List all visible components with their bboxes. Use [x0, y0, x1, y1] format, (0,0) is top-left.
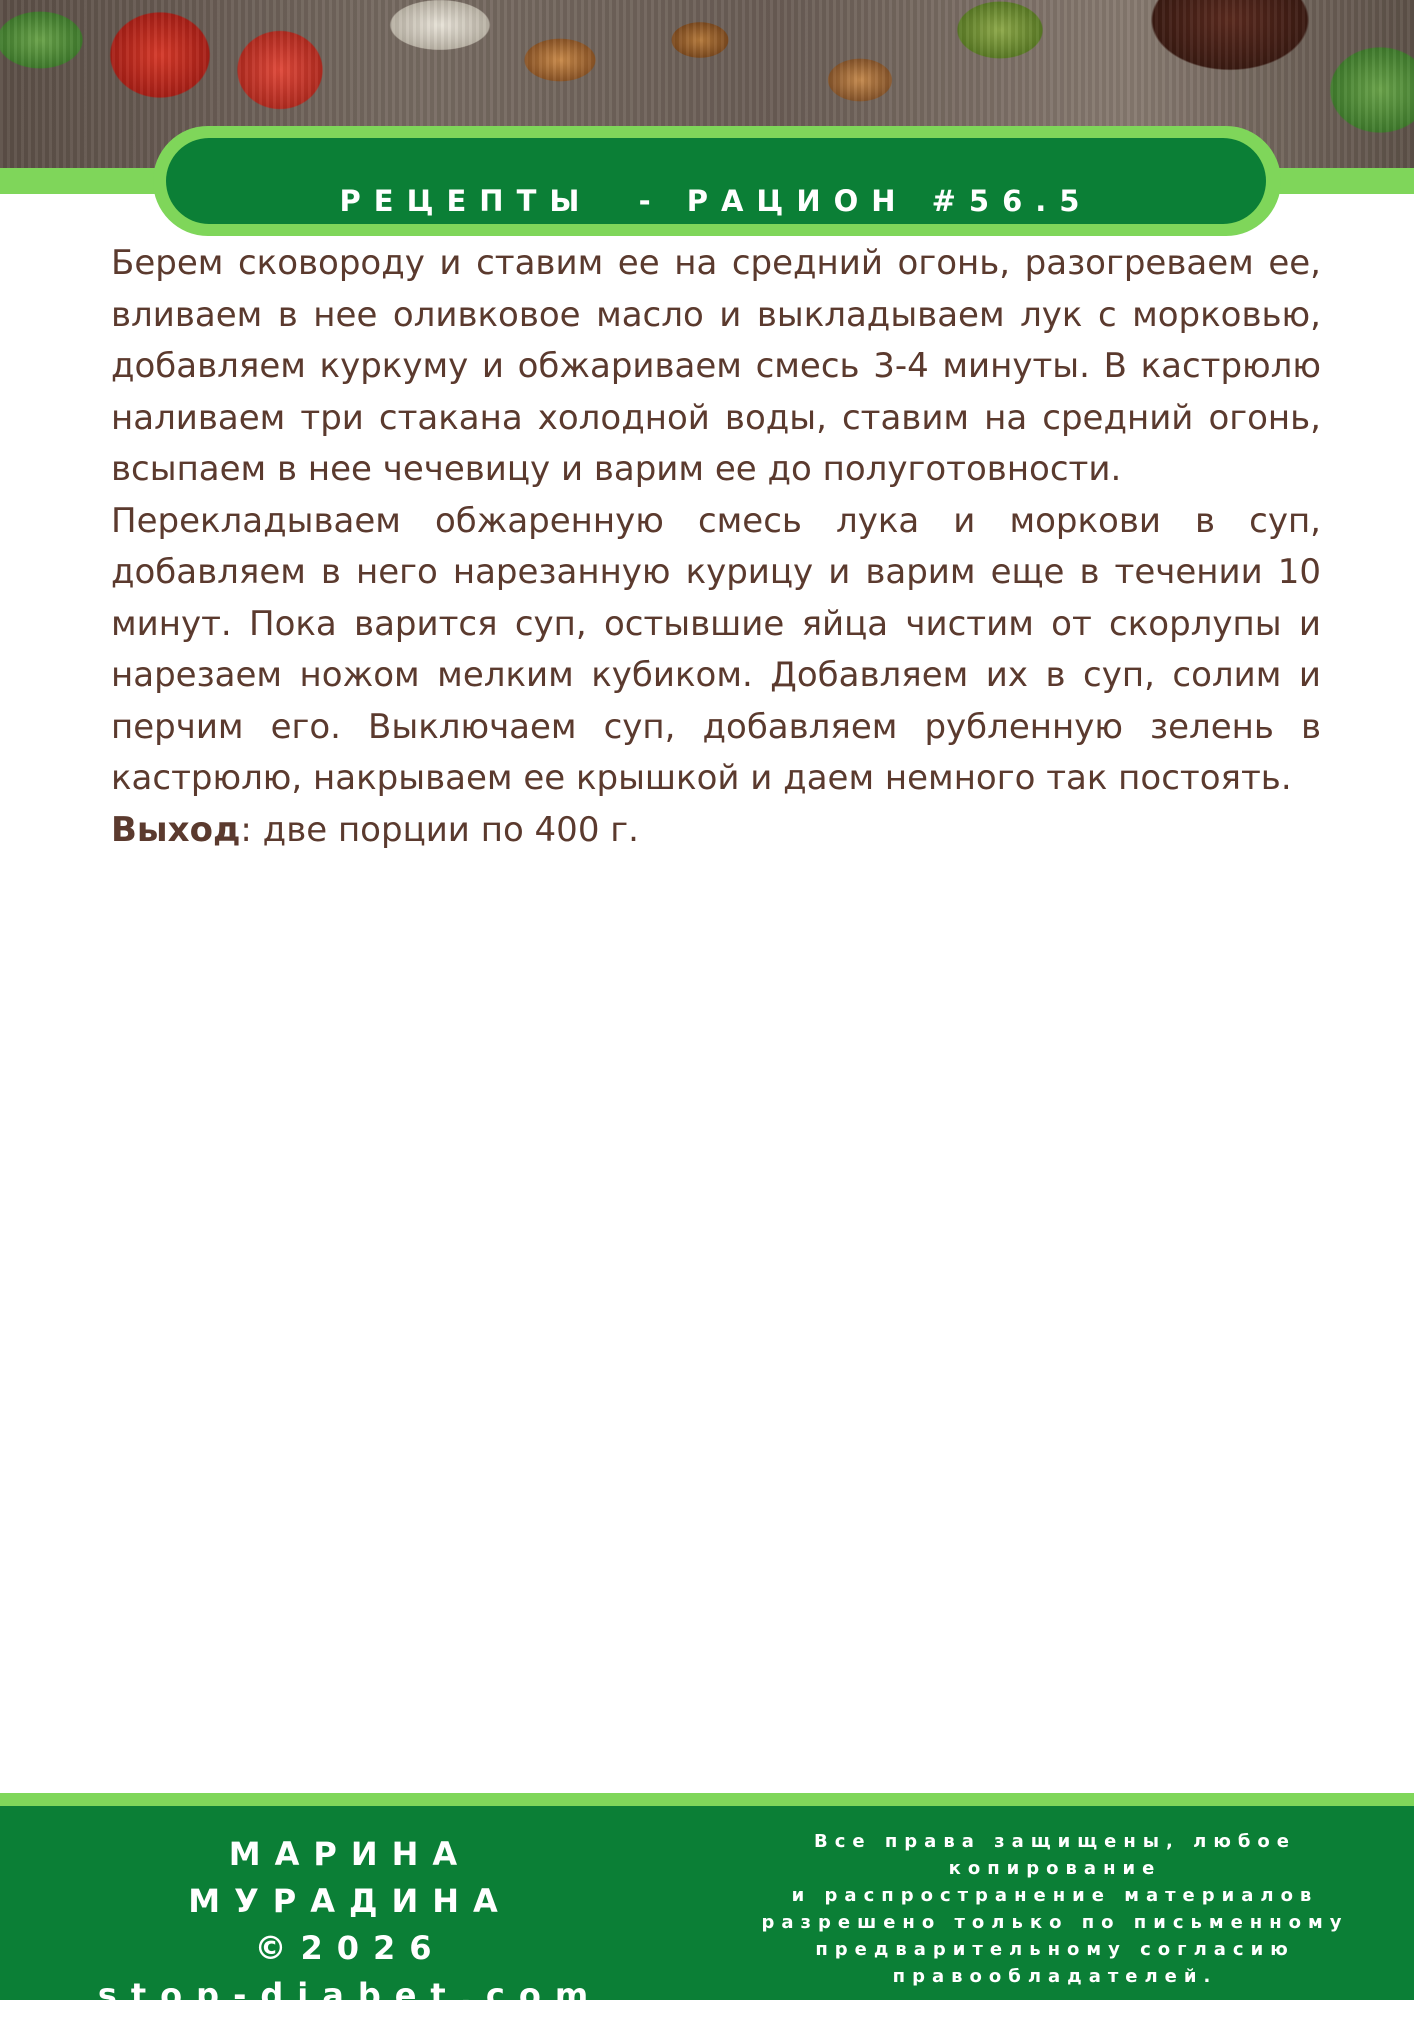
site-link[interactable]: stop-diabet.com [97, 1976, 603, 2014]
rights-line: разрешено только по письменному [761, 1912, 1349, 1933]
page-title: РЕЦЕПТЫ - РАЦИОН #56.5 [339, 184, 1093, 218]
copyright: ©2026 [254, 1929, 446, 1967]
yield-label: Выход [111, 809, 241, 850]
rights-line: Все права защищены, любое [813, 1831, 1296, 1852]
recipe-yield [111, 805, 1321, 857]
title-pill [166, 138, 1266, 224]
yield-text: : две порции по 400 г. [240, 809, 639, 850]
recipe-paragraph: Перекладываем обжаренную смесь лука и моркови в суп, добавляем в него нарезанную курицу и варим еще в течении 10 минут. Пока варится суп, остывшие яйца чистим от скорлупы и нарезаем ножом мелким кубиком. Добавляем их в суп, солим и перчим его. Выключаем суп, добавляем рубленную зелень в кастрюлю, накрываем ее крышкой и даем немного так постоять. [111, 500, 1321, 798]
author-name: МАРИНА МУРАДИНА [188, 1835, 512, 1920]
recipe-body [111, 238, 1321, 856]
rights-line: предварительному согласию [815, 1939, 1295, 1960]
footer [0, 1806, 1414, 2014]
recipe-paragraph: Берем сковороду и ставим ее на средний огонь, разогреваем ее, вливаем в нее оливковое масло и выкладываем лук с морковью, добавляем куркуму и обжариваем смесь 3-4 минуты. В кастрюлю наливаем три стакана холодной воды, ставим на средний огонь, всыпаем в нее чечевицу и варим ее до полуготовности. [111, 243, 1321, 489]
rights-line: и распространение материалов [791, 1885, 1319, 1906]
rights-line: правообладателей. [892, 1966, 1218, 1987]
rights-line: копирование [948, 1858, 1162, 1879]
rights-notice [735, 1828, 1375, 1990]
footer-author-block [60, 1831, 640, 2019]
